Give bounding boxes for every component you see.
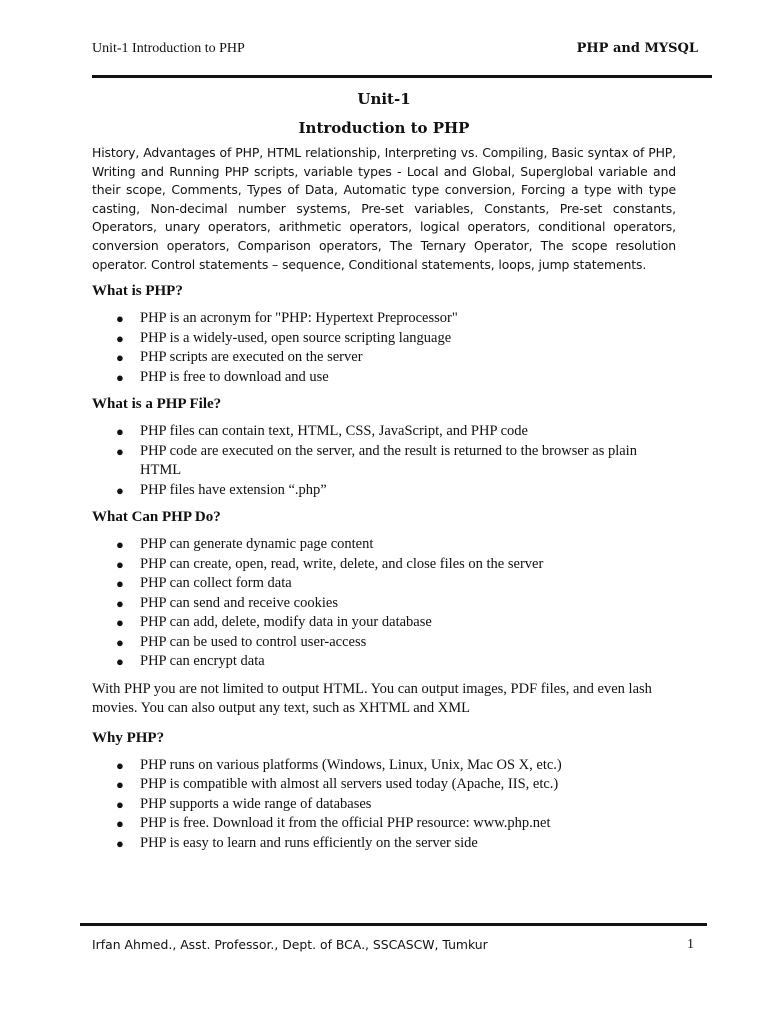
bullet-icon: ● [116, 424, 124, 440]
bullet-icon: ● [116, 443, 124, 459]
list-item [92, 535, 676, 555]
list-item [92, 594, 676, 614]
bullet-icon: ● [116, 595, 124, 611]
list-item [92, 481, 676, 501]
list-item-text: PHP can generate dynamic page content [140, 536, 374, 553]
list-item [92, 613, 676, 633]
bullet-icon: ● [116, 330, 124, 346]
header-course-title: PHP and MYSQL [576, 41, 698, 56]
list-item-text: PHP can send and receive cookies [140, 594, 338, 611]
list-item [92, 652, 676, 672]
bullet-icon: ● [116, 615, 124, 631]
section-heading-php-file: What is a PHP File? [92, 396, 222, 413]
list-item-text: PHP is free. Download it from the official PHP resource: www.php.net [140, 815, 551, 832]
section-heading-what-can-php-do: What Can PHP Do? [92, 509, 221, 526]
section-heading-what-is-php: What is PHP? [92, 283, 183, 300]
list-item-text: PHP can create, open, read, write, delete, and close files on the server [140, 555, 544, 572]
bullet-icon: ● [116, 757, 124, 773]
bullet-icon: ● [116, 835, 124, 851]
list-item [92, 574, 676, 594]
list-item [92, 814, 676, 834]
list-item-text: PHP can add, delete, modify data in your database [140, 614, 432, 631]
list-item-text: PHP is compatible with almost all servers used today (Apache, IIS, etc.) [140, 776, 559, 793]
list-item-text: PHP files can contain text, HTML, CSS, JavaScript, and PHP code [140, 423, 528, 440]
bullet-icon: ● [116, 369, 124, 385]
page-title: Introduction to PHP [298, 119, 470, 137]
output-paragraph: With PHP you are not limited to output HTML. You can output images, PDF files, and even lash movies. You can also output any text, such as XHTML and XML [92, 680, 652, 717]
list-item-text: PHP is free to download and use [140, 368, 329, 385]
what-is-php-list [92, 309, 676, 387]
list-item [92, 834, 676, 854]
syllabus-paragraph: History, Advantages of PHP, HTML relationship, Interpreting vs. Compiling, Basic syntax of PHP, Writing and Running PHP scripts, variable types - Local and Global, Superglobal variable and their scope, Comments, Types of Data, Automatic type conversion, Forcing a type with type casting, Non-decimal number systems, Pre-set variables, Constants, Pre-set constants, Operators, unary operators, arithmetic operators, logical operators, conditional operators, conversion operators, Comparison operators, The Ternary Operator, The scope resolution operator. Control statements – sequence, Conditional statements, loops, jump statements. [92, 145, 676, 272]
list-item-text: PHP code are executed on the server, and the result is returned to the browser as plain HTML [140, 442, 637, 479]
list-item-text: PHP scripts are executed on the server [140, 349, 363, 366]
list-item-text: PHP can collect form data [140, 575, 292, 592]
bullet-icon: ● [116, 654, 124, 670]
list-item [92, 756, 676, 776]
list-item-text: PHP runs on various platforms (Windows, Linux, Unix, Mac OS X, etc.) [140, 756, 562, 773]
what-can-php-do-list [92, 535, 676, 672]
bullet-icon: ● [116, 816, 124, 832]
bullet-icon: ● [116, 777, 124, 793]
bullet-icon: ● [116, 576, 124, 592]
section-heading-why-php: Why PHP? [92, 729, 165, 746]
list-item [92, 348, 676, 368]
list-item [92, 775, 676, 795]
list-item-text: PHP supports a wide range of databases [140, 795, 372, 812]
list-item-text: PHP is easy to learn and runs efficiently on the server side [140, 834, 478, 851]
list-item-text: PHP is an acronym for "PHP: Hypertext Preprocessor" [140, 310, 458, 327]
list-item [92, 368, 676, 388]
bullet-icon: ● [116, 350, 124, 366]
unit-heading: Unit-1 [357, 90, 411, 108]
bullet-icon: ● [116, 537, 124, 553]
bullet-icon: ● [116, 556, 124, 572]
list-item [92, 422, 676, 442]
list-item [92, 555, 676, 575]
list-item [92, 309, 676, 329]
page-number: 1 [687, 937, 694, 952]
php-file-list [92, 422, 676, 500]
list-item-text: PHP files have extension “.php” [140, 481, 327, 498]
header-unit-title: Unit-1 Introduction to PHP [92, 41, 245, 56]
header-rule [92, 75, 712, 78]
list-item [92, 795, 676, 815]
bullet-icon: ● [116, 796, 124, 812]
footer-rule [80, 923, 707, 926]
bullet-icon: ● [116, 311, 124, 327]
bullet-icon: ● [116, 482, 124, 498]
footer-author: Irfan Ahmed., Asst. Professor., Dept. of BCA., SSCASCW, Tumkur [92, 937, 488, 952]
why-php-list [92, 756, 676, 854]
list-item [92, 329, 676, 349]
list-item-text: PHP can encrypt data [140, 653, 265, 670]
list-item [92, 442, 676, 481]
page-footer [92, 937, 694, 957]
list-item [92, 633, 676, 653]
bullet-icon: ● [116, 634, 124, 650]
page-header [92, 41, 698, 63]
list-item-text: PHP can be used to control user-access [140, 633, 367, 650]
list-item-text: PHP is a widely-used, open source scripting language [140, 329, 452, 346]
page-content [92, 86, 676, 861]
